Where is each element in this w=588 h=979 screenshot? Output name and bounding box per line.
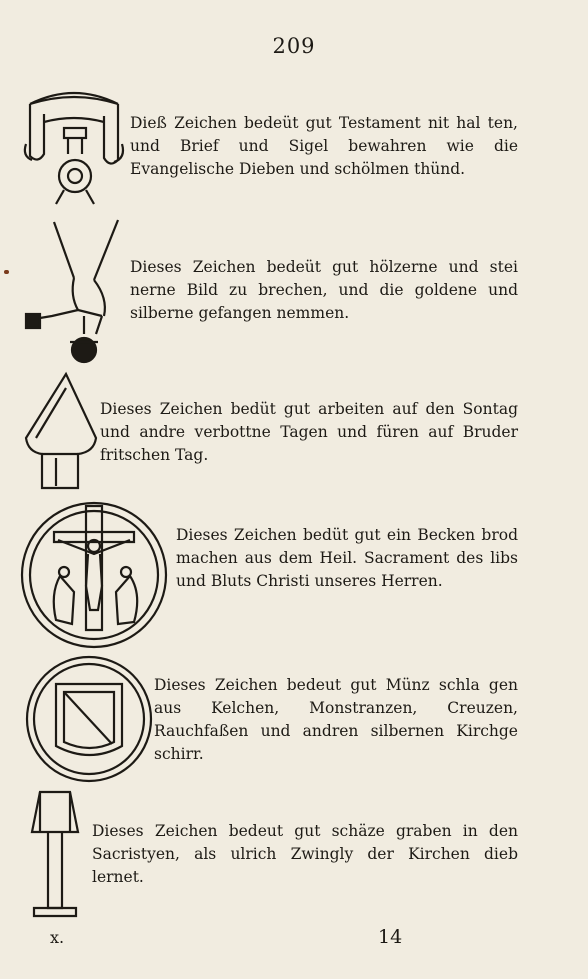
entry-text: Dieses Zeichen bedüt gut ein Becken brod machen aus dem Heil. Sacrament des libs und Bluts Christi unseres Herren.: [176, 526, 518, 590]
page-number: 209: [272, 34, 316, 58]
arrowhead-emblem: [22, 370, 100, 496]
ink-speck: [4, 270, 9, 274]
pick-tool-emblem: [26, 788, 84, 918]
entry-text: Dieses Zeichen bedeut gut schäze graben in den Sacristyen, als ulrich Zwingly der Kirchen dieb lernet.: [92, 822, 518, 886]
signature-mark: x.: [50, 928, 65, 947]
scroll-with-ring-emblem: [20, 84, 128, 208]
entry-text: Dieß Zeichen bedeüt gut Testament nit hal ten, und Brief und Sigel bewahren wie die Evangelische Dieben und schölmen thünd.: [130, 114, 518, 178]
entry-text: Dieses Zeichen bedüt gut arbeiten auf den Sontag und andre verbottne Tagen und füren auf Bruder fritschen Tag.: [100, 400, 518, 464]
entry-text: Dieses Zeichen bedeut gut Münz schla gen aus Kelchen, Monstranzen, Creuzen, Rauchfaßen und andren silbernen Kirchge schirr.: [154, 676, 518, 763]
sheet-number: 14: [378, 926, 403, 948]
crucifixion-medallion-emblem: [20, 500, 168, 650]
entry-text: Dieses Zeichen bedeüt gut hölzerne und stei nerne Bild zu brechen, und die goldene und silberne gefangen nemmen.: [130, 258, 518, 322]
inverted-figure-emblem: [22, 216, 126, 368]
shield-medallion-emblem: [24, 654, 154, 784]
